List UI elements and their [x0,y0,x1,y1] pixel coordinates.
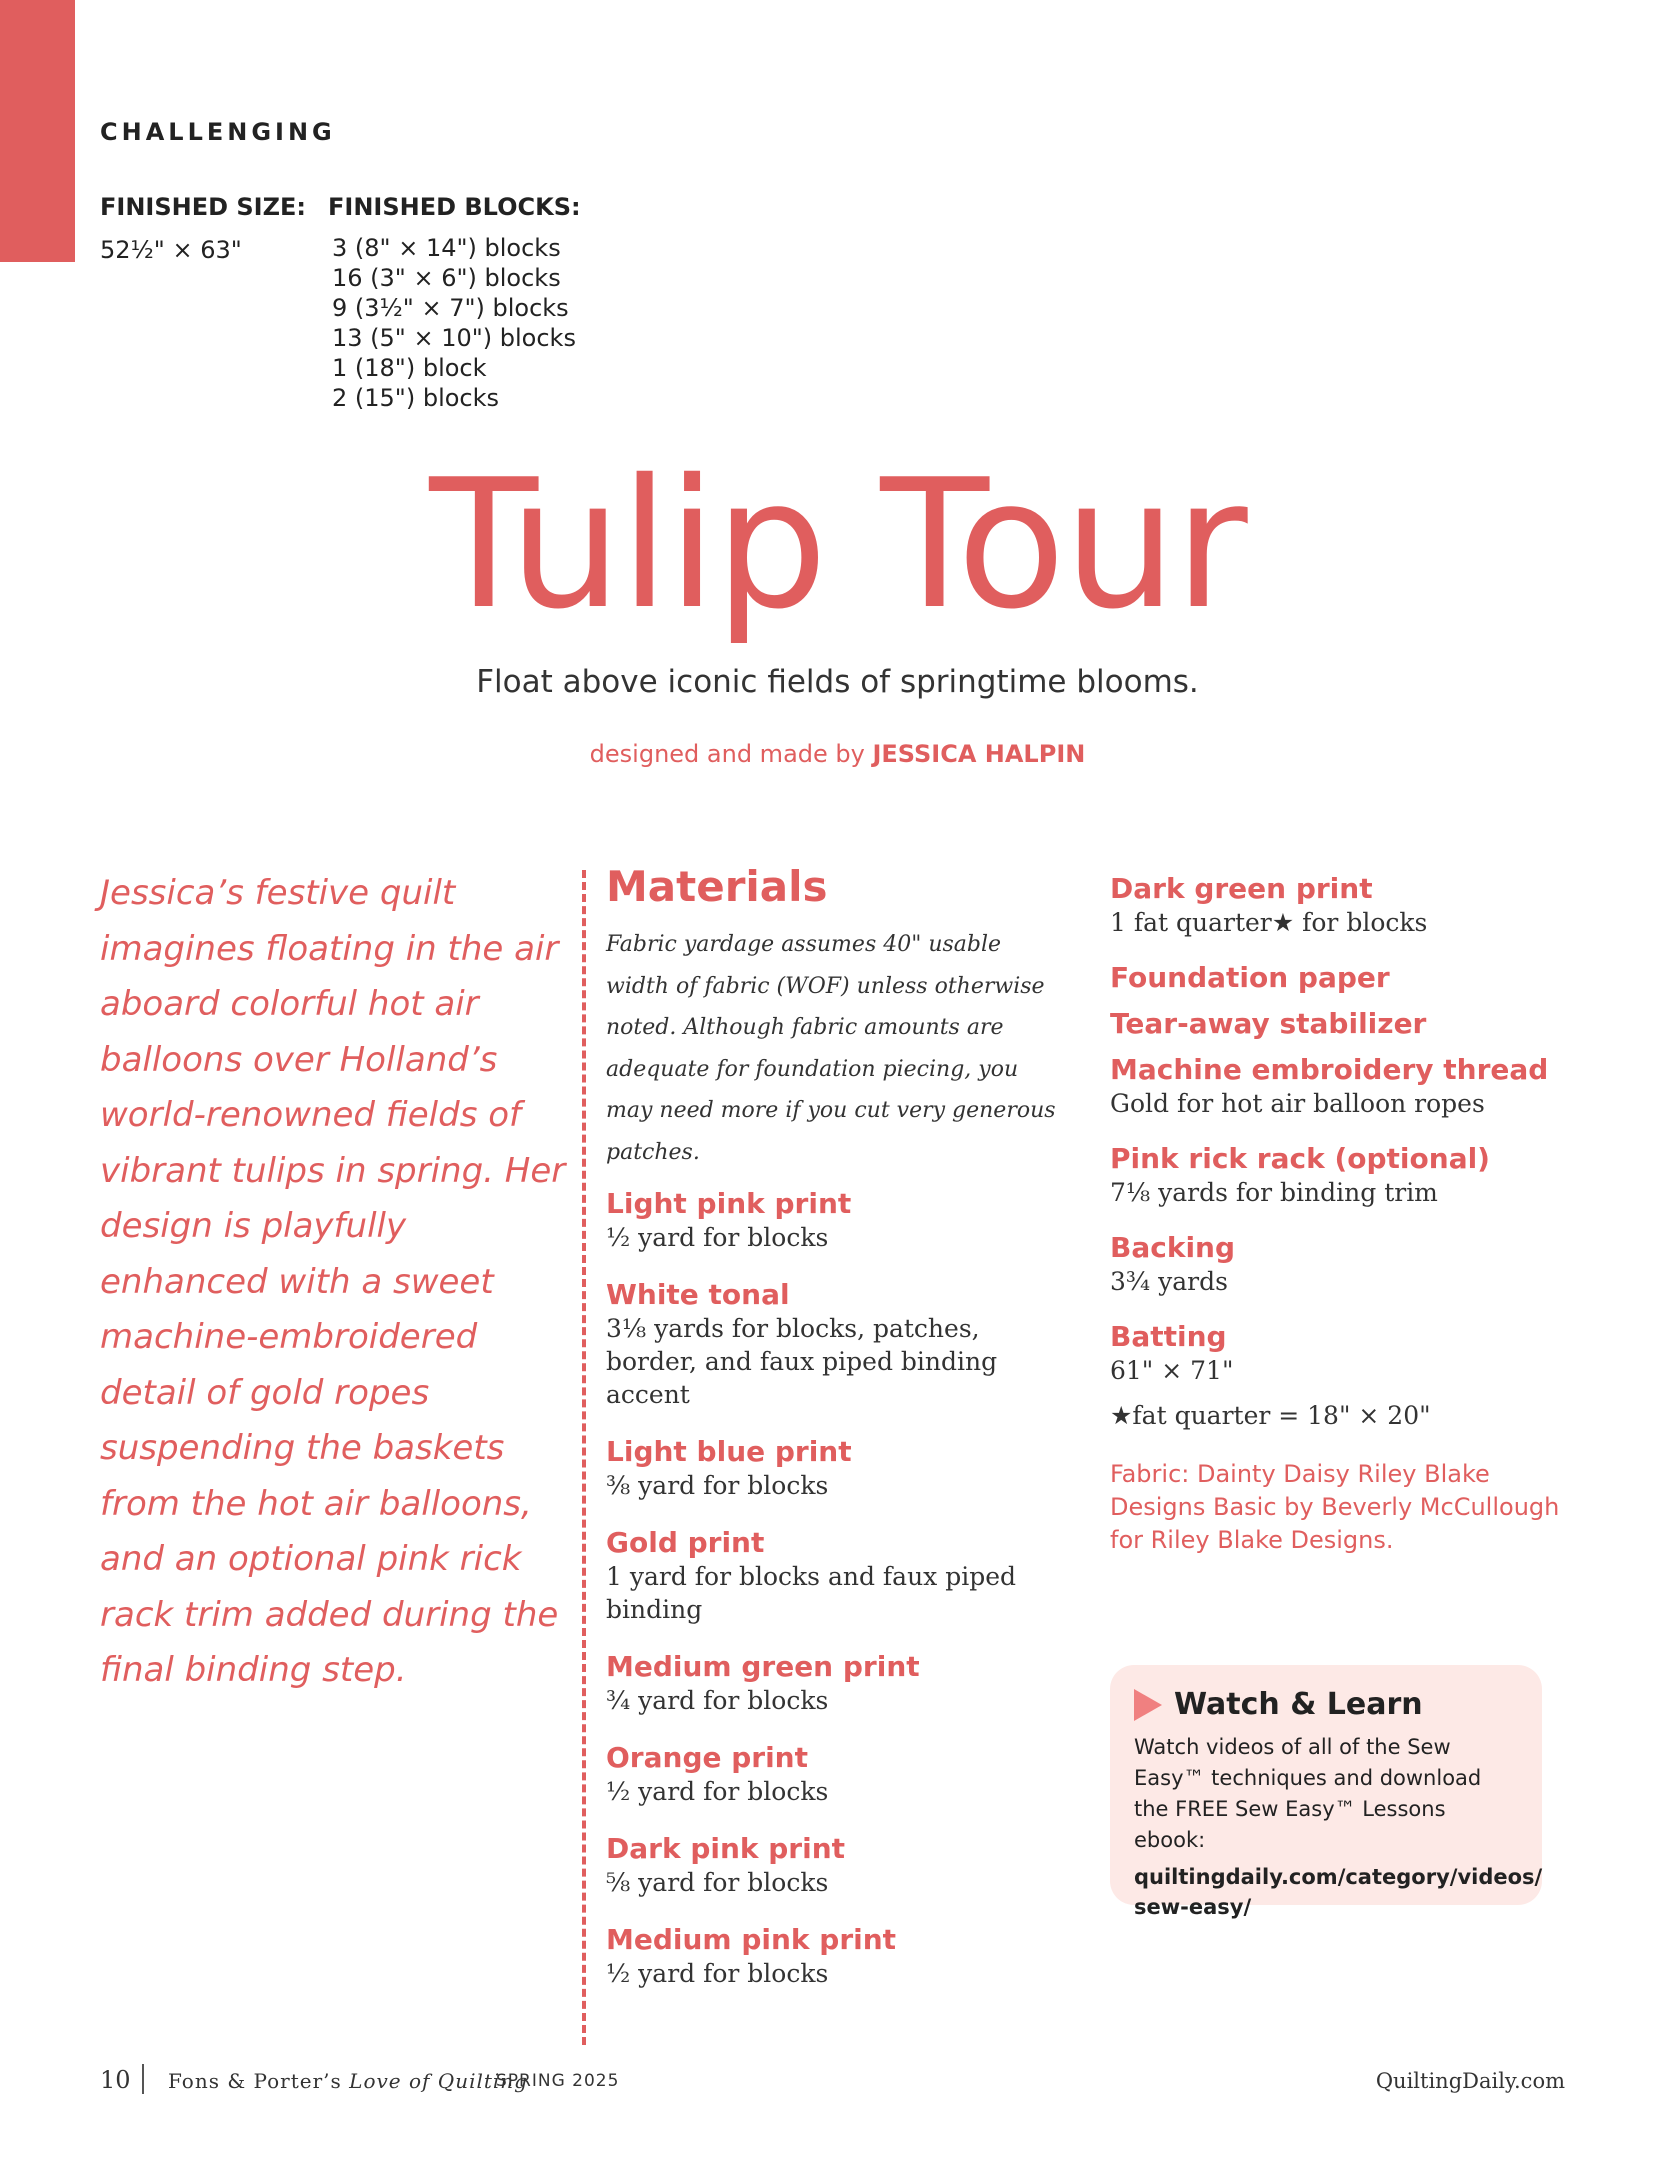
fabric-credit: Fabric: Dainty Daisy Riley Blake Designs Basic by Beverly McCullough for Riley Blake Designs. [1110,1460,1560,1554]
material-item [1110,1231,1580,1298]
material-desc: 7⅛ yards for binding trim [1110,1178,1438,1207]
corner-color-tab [0,0,75,262]
material-name: Light pink print [606,1187,852,1220]
material-name: Foundation paper [1110,961,1390,994]
finished-blocks-label: FINISHED BLOCKS: [328,193,581,221]
magazine-prefix: Fons & Porter’s [168,2069,342,2093]
material-name: Tear-away stabilizer [1110,1007,1427,1040]
block-item: 16 (3" × 6") blocks [332,264,561,292]
material-name: Medium pink print [606,1923,897,1956]
material-desc: ½ yard for blocks [606,1223,829,1252]
material-name: Machine embroidery thread [1110,1053,1549,1086]
material-item [1110,961,1580,995]
finished-blocks-list [332,233,576,413]
material-name: Dark green print [1110,872,1373,905]
fat-quarter-footnote: ★fat quarter = 18" × 20" [1110,1401,1431,1430]
watch-learn-url-line-2[interactable]: sew-easy/ [1134,1895,1252,1919]
magazine-of: of [408,2069,431,2093]
page-footer [100,2066,1565,2106]
material-item [606,1741,1066,1808]
page-title: Tulip Tour [429,441,1246,648]
watch-learn-text: Watch videos of all of the Sew Easy™ techniques and download the FREE Sew Easy™ Lessons ebook: [1134,1735,1482,1852]
footer-separator [142,2064,144,2094]
material-desc: ½ yard for blocks [606,1959,829,1988]
material-name: Batting [1110,1320,1227,1353]
material-name: Backing [1110,1231,1236,1264]
block-item: 13 (5" × 10") blocks [332,324,576,352]
page-number: 10 [100,2066,131,2094]
material-desc: 1 fat quarter★ for blocks [1110,908,1428,937]
site-link[interactable]: QuiltingDaily.com [1375,2069,1565,2093]
watch-learn-header [1134,1687,1518,1722]
column-divider [582,870,586,2045]
material-item [606,1187,1066,1254]
material-name: Pink rick rack (optional) [1110,1142,1490,1175]
magazine-love: Love [349,2069,402,2093]
material-desc: ½ yard for blocks [606,1777,829,1806]
materials-column-2 [1110,872,1580,1557]
material-desc: 3¾ yards [1110,1267,1228,1296]
difficulty-label: CHALLENGING [100,118,336,146]
byline-prefix: designed and made by [589,740,865,768]
materials-column-1 [606,862,1066,2014]
material-name: Light blue print [606,1435,852,1468]
material-name: Gold print [606,1526,765,1559]
block-item: 1 (18") block [332,354,487,382]
watch-learn-link[interactable] [1134,1862,1543,1922]
material-item [606,1650,1066,1717]
material-item [606,1435,1066,1502]
material-item [1110,1053,1580,1120]
material-desc: Gold for hot air balloon ropes [1110,1089,1485,1118]
material-item [606,1832,1066,1899]
material-item [1110,1007,1580,1041]
finished-size-label: FINISHED SIZE: [100,193,306,221]
material-name: White tonal [606,1278,790,1311]
play-icon [1134,1689,1162,1721]
material-item [606,1278,1066,1411]
block-item: 3 (8" × 14") blocks [332,234,561,262]
issue-label: SPRING 2025 [496,2071,620,2091]
designer-name: JESSICA HALPIN [872,740,1086,768]
materials-note: Fabric yardage assumes 40" usable width of fabric (WOF) unless otherwise noted. Although fabric amounts are adequate for foundation piecing, you may need more if you cut very generous patches. [606,932,1056,1165]
material-desc: 61" × 71" [1110,1356,1234,1385]
material-desc: 3⅛ yards for blocks, patches, border, and faux piped binding accent [606,1314,998,1409]
watch-learn-box [1110,1665,1543,1919]
byline [0,740,1675,768]
material-item [1110,1142,1580,1209]
intro-text: Jessica’s festive quilt imagines floating in the air aboard colorful hot air balloons over Holland’s world-renowned fields of vibrant tulips in spring. Her design is playfully enhanced with a sweet machine-embroidered detail of gold ropes suspending the baskets from the hot air balloons, and an optional pink rick rack trim added during the final binding step. [100,873,566,1690]
material-item [606,1526,1066,1626]
block-item: 9 (3½" × 7") blocks [332,294,569,322]
watch-learn-title: Watch & Learn [1174,1687,1423,1722]
material-name: Orange print [606,1741,808,1774]
page-subtitle: Float above iconic fields of springtime blooms. [476,664,1199,700]
material-desc: 1 yard for blocks and faux piped binding [606,1562,1017,1624]
block-item: 2 (15") blocks [332,384,500,412]
material-desc: ⅝ yard for blocks [606,1868,829,1897]
material-desc: ⅜ yard for blocks [606,1471,829,1500]
materials-heading: Materials [606,862,828,911]
magazine-name [168,2069,528,2093]
finished-size-value: 52½" × 63" [100,236,242,264]
material-desc: ¾ yard for blocks [606,1686,829,1715]
material-name: Dark pink print [606,1832,846,1865]
magazine-quilting: Quilting [437,2069,528,2093]
material-item [606,1923,1066,1990]
material-name: Medium green print [606,1650,920,1683]
watch-learn-url-line-1[interactable]: quiltingdaily.com/category/videos/ [1134,1865,1543,1889]
material-item [1110,872,1580,939]
material-item [1110,1320,1580,1387]
